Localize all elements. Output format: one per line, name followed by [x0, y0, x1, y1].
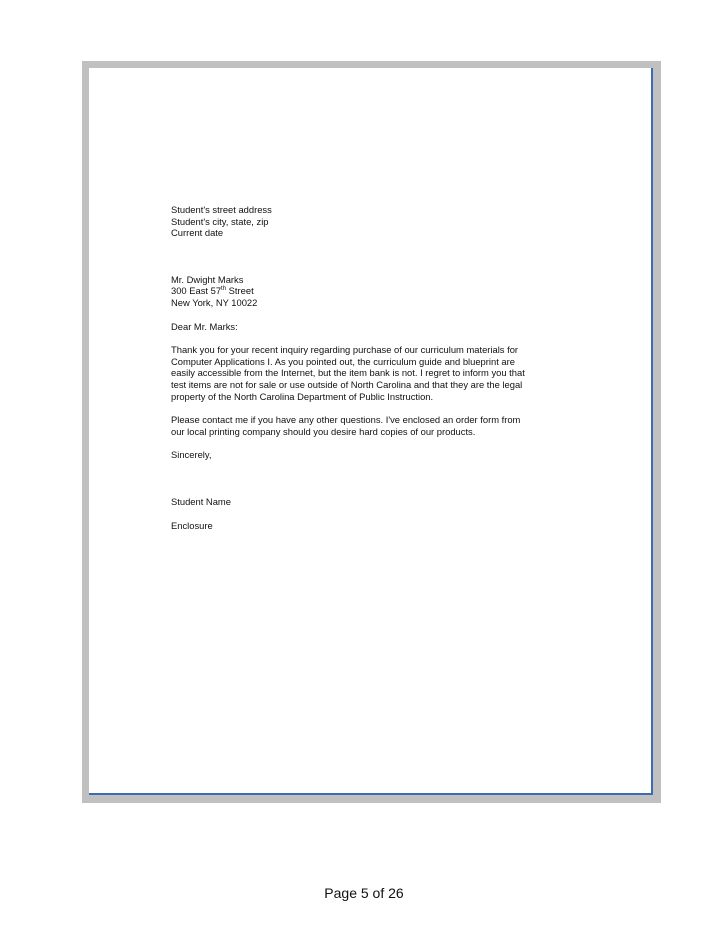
paragraph-line: Please contact me if you have any other questions. I've enclosed an order form from [171, 414, 521, 426]
paragraph-line: property of the North Carolina Department of Public Instruction. [171, 390, 434, 402]
paragraph-line: test items are not for sale or use outside of North Carolina and that they are the legal [171, 378, 523, 390]
salutation: Dear Mr. Marks: [171, 320, 238, 332]
sender-street: Student's street address [171, 204, 272, 215]
recipient-street: 300 East 57th Street [171, 285, 254, 297]
letter-date: Current date [171, 227, 224, 239]
letter-sheet [89, 68, 653, 795]
paragraph-line: Thank you for your recent inquiry regarding purchase of our curriculum materials for [171, 344, 519, 356]
recipient-city-state-zip: New York, NY 10022 [171, 296, 258, 308]
sender-city-state-zip: Student's city, state, zip [171, 215, 269, 227]
recipient-name: Mr. Dwight Marks [171, 273, 244, 285]
complimentary-closing: Sincerely, [171, 449, 212, 461]
body-paragraph-2 [171, 414, 561, 437]
paragraph-line: Computer Applications I. As you pointed out, the curriculum guide and blueprint are [171, 355, 515, 367]
enclosure-notation: Enclosure [171, 519, 213, 531]
page-number: Page 5 of 26 [324, 885, 404, 901]
business-letter [171, 204, 561, 531]
body-paragraph-1 [171, 344, 561, 402]
signature-name: Student Name [171, 495, 231, 507]
paragraph-line: our local printing company should you desire hard copies of our products. [171, 425, 476, 437]
page-preview-frame [82, 61, 661, 803]
paragraph-line: easily accessible from the Internet, but the item bank is not. I regret to inform you that [171, 367, 525, 379]
